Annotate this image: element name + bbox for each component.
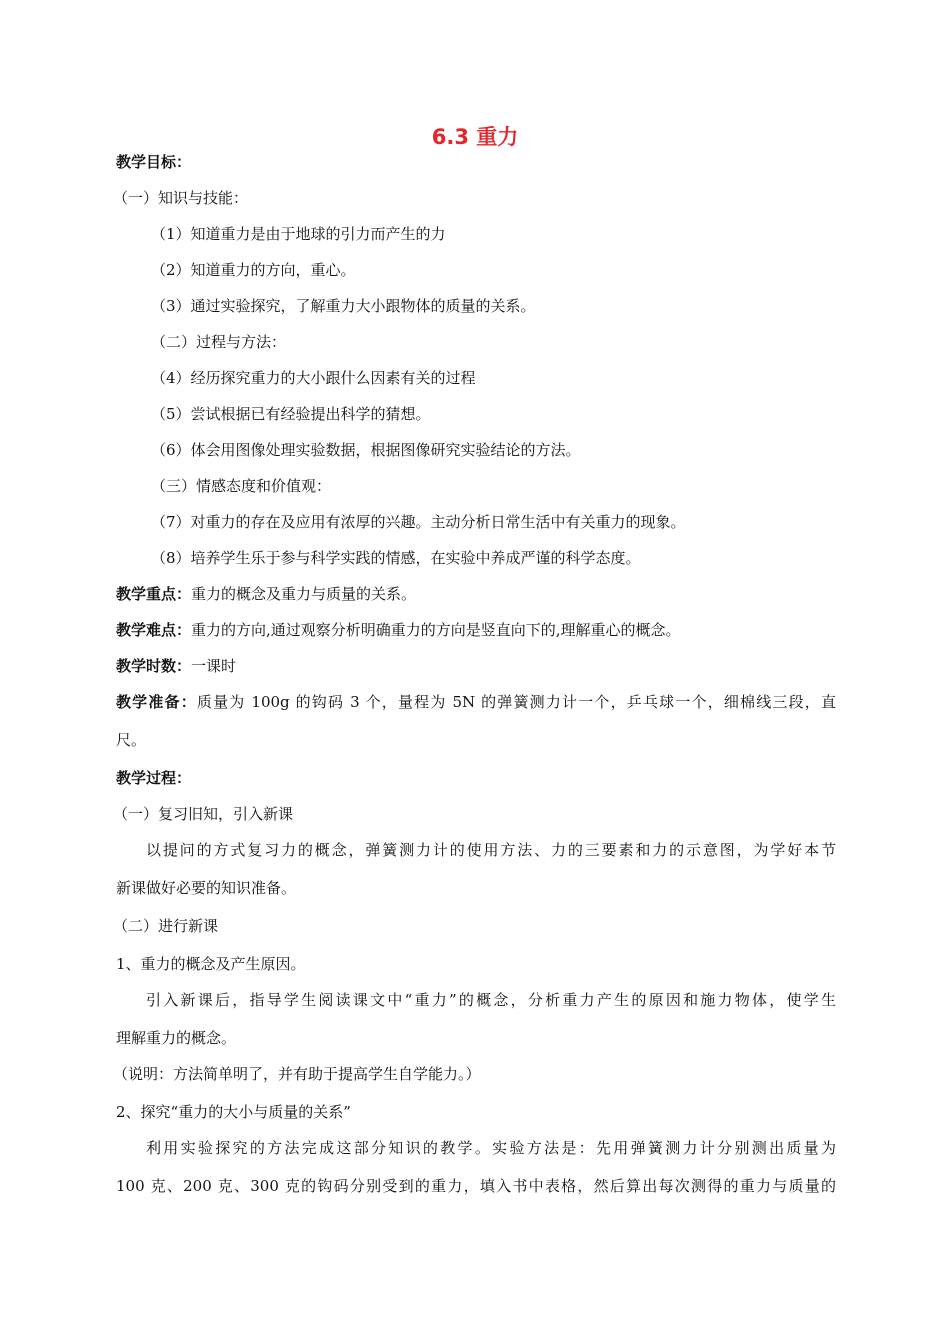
- difficult-points-label: 教学难点：: [116, 621, 192, 639]
- objective-item-1: （1）知道重力是由于地球的引力而产生的力: [151, 225, 446, 243]
- paragraph-experiment-line2: 100 克、200 克、300 克的钩码分别受到的重力，填入书中表格，然后算出每次测得的重力与质量的: [116, 1177, 836, 1195]
- section-attitudes-values: （三）情感态度和价值观：: [151, 477, 332, 495]
- key-points: [116, 584, 416, 604]
- teaching-hours-label: 教学时数：: [116, 657, 192, 675]
- teaching-hours-text: 一课时: [191, 657, 237, 675]
- paragraph-experiment-line1: 利用实验探究的方法完成这部分知识的教学。实验方法是：先用弹簧测力计分别测出质量为: [146, 1139, 836, 1157]
- process-section-review: （一）复习旧知，引入新课: [113, 805, 294, 823]
- paragraph-review-line1: 以提问的方式复习力的概念，弹簧测力计的使用方法、力的三要素和力的示意图，为学好本节: [146, 841, 836, 859]
- objective-item-5: （5）尝试根据已有经验提出科学的猜想。: [151, 405, 431, 423]
- teaching-hours: [116, 656, 236, 676]
- objective-item-2: （2）知道重力的方向，重心。: [151, 261, 356, 279]
- objective-item-6: （6）体会用图像处理实验数据，根据图像研究实验结论的方法。: [151, 441, 581, 459]
- teaching-preparation-cont: 尺。: [116, 731, 147, 749]
- paragraph-concept-line1: 引入新课后，指导学生阅读课文中“重力”的概念，分析重力产生的原因和施力物体，使学生: [146, 991, 836, 1009]
- subsection-gravity-concept: 1、重力的概念及产生原因。: [116, 955, 306, 973]
- teaching-preparation-label: 教学准备：: [116, 693, 197, 711]
- key-points-label: 教学重点：: [116, 585, 192, 603]
- teaching-preparation: [116, 692, 836, 712]
- section-knowledge-skills: （一）知识与技能：: [113, 189, 249, 207]
- objective-item-4: （4）经历探究重力的大小跟什么因素有关的过程: [151, 369, 476, 387]
- method-note: （说明：方法简单明了，并有助于提高学生自学能力。）: [113, 1065, 481, 1083]
- paragraph-concept-line2: 理解重力的概念。: [116, 1029, 237, 1047]
- process-heading: 教学过程：: [116, 769, 192, 787]
- page-title: 6.3 重力: [431, 125, 519, 149]
- key-points-text: 重力的概念及重力与质量的关系。: [191, 585, 417, 603]
- objectives-heading: 教学目标：: [116, 153, 192, 171]
- objective-item-8: （8）培养学生乐于参与科学实践的情感，在实验中养成严谨的科学态度。: [151, 549, 641, 567]
- objective-item-7: （7）对重力的存在及应用有浓厚的兴趣。主动分析日常生活中有关重力的现象。: [151, 513, 686, 531]
- section-process-methods: （二）过程与方法：: [151, 333, 287, 351]
- teaching-preparation-text: 质量为 100g 的钩码 3 个，量程为 5N 的弹簧测力计一个，乒乓球一个，细棉线三段，直: [196, 693, 836, 711]
- paragraph-review-line2: 新课做好必要的知识准备。: [116, 879, 297, 897]
- process-section-new-lesson: （二）进行新课: [113, 917, 219, 935]
- subsection-gravity-mass: 2、探究“重力的大小与质量的关系”: [116, 1103, 351, 1121]
- objective-item-3: （3）通过实验探究，了解重力大小跟物体的质量的关系。: [151, 297, 536, 315]
- difficult-points: [116, 620, 681, 640]
- difficult-points-text: 重力的方向,通过观察分析明确重力的方向是竖直向下的,理解重心的概念。: [191, 621, 681, 639]
